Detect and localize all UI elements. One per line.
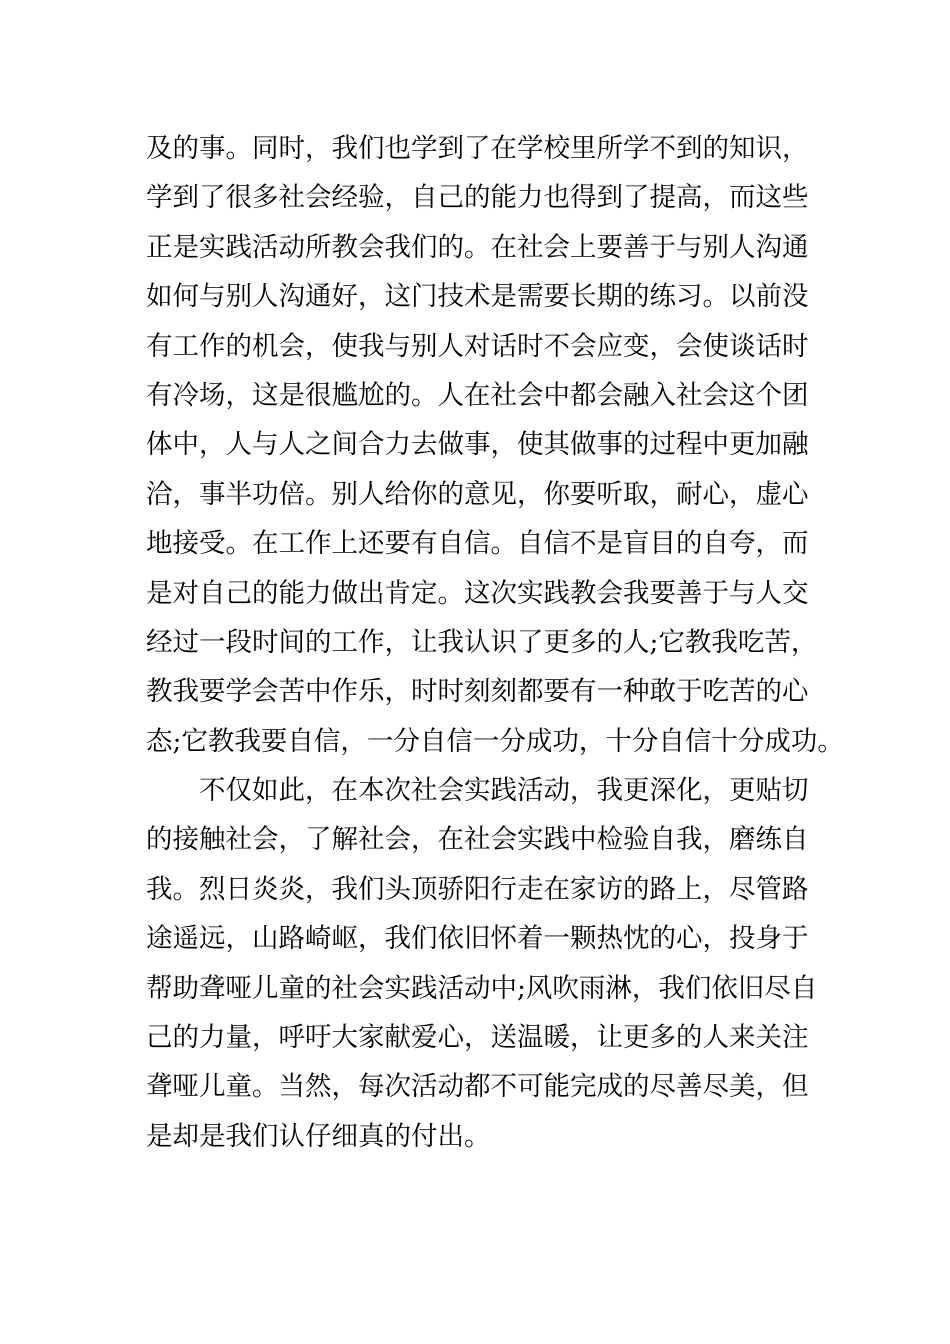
text-line-11: 经过一段时间的工作，让我认识了更多的人;它教我吃苦， [146, 626, 818, 658]
text-line-1: 及的事。同时，我们也学到了在学校里所学不到的知识， [146, 133, 809, 164]
text-line-3: 正是实践活动所教会我们的。在社会上要善于与别人沟通 [146, 231, 809, 263]
body-text [146, 124, 844, 1161]
text-line-5: 有工作的机会，使我与别人对话时不会应变，会使谈话时 [146, 330, 809, 362]
text-line-18: 帮助聋哑儿童的社会实践活动中;风吹雨淋，我们依旧尽自 [146, 972, 818, 1004]
text-line-13: 态;它教我要自信，一分自信一分成功，十分自信十分成功。 [146, 725, 844, 757]
text-line-12: 教我要学会苦中作乐，时时刻刻都要有一种敢于吃苦的心 [146, 676, 809, 708]
text-line-21: 是却是我们认仔细真的付出。 [146, 1120, 491, 1152]
text-line-7: 体中，人与人之间合力去做事，使其做事的过程中更加融 [146, 429, 809, 461]
text-line-8: 洽，事半功倍。别人给你的意见，你要听取，耐心，虚心 [146, 478, 809, 510]
paragraph-start-line: 不仅如此，在本次社会实践活动，我更深化，更贴切 [199, 775, 809, 807]
text-line-15: 的接触社会，了解社会，在社会实践中检验自我，磨练自 [146, 824, 809, 856]
text-line-2: 学到了很多社会经验，自己的能力也得到了提高，而这些 [146, 182, 809, 214]
text-line-17: 途遥远，山路崎岖，我们依旧怀着一颗热忱的心，投身于 [146, 923, 809, 955]
text-line-6: 有冷场，这是很尴尬的。人在社会中都会融入社会这个团 [146, 379, 809, 411]
text-line-10: 是对自己的能力做出肯定。这次实践教会我要善于与人交 [146, 577, 809, 609]
text-line-16: 我。烈日炎炎，我们头顶骄阳行走在家访的路上，尽管路 [146, 873, 809, 905]
text-line-9: 地接受。在工作上还要有自信。自信不是盲目的自夸，而 [146, 528, 809, 560]
text-line-4: 如何与别人沟通好，这门技术是需要长期的练习。以前没 [146, 281, 809, 313]
text-line-20: 聋哑儿童。当然，每次活动都不可能完成的尽善尽美，但 [146, 1071, 809, 1103]
text-line-19: 己的力量，呼吁大家献爱心，送温暖，让更多的人来关注 [146, 1022, 809, 1054]
